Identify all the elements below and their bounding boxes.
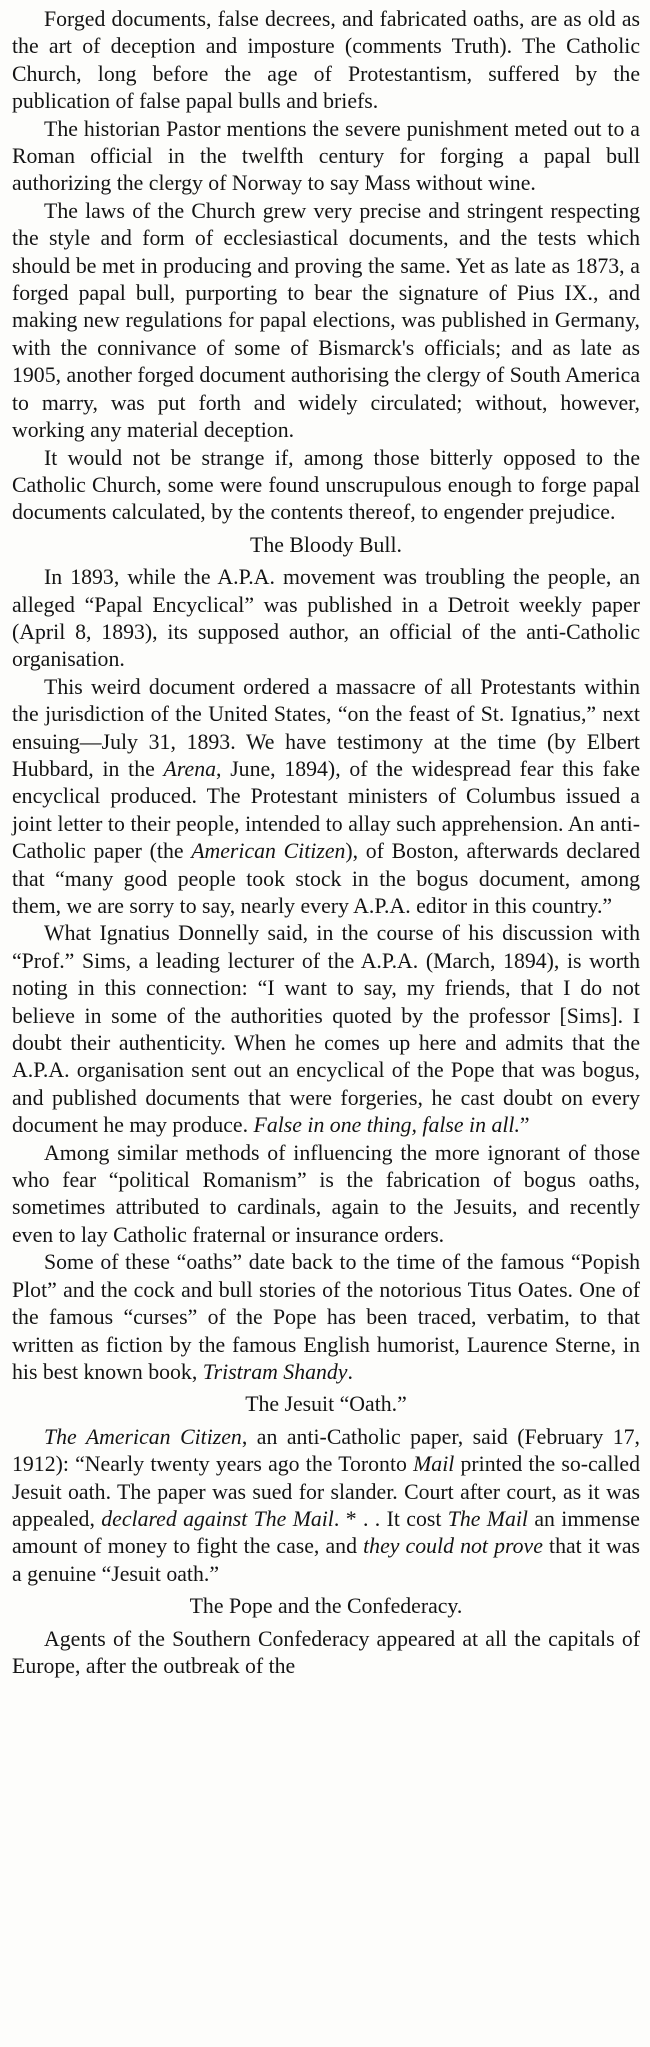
text-run: This weird document ordered a massacre of all Protestants within the jurisdiction of the United States, “on the feast of St. Ignatius,” next ensuing—July 31, 1893. We have testimony at the time (by Elbert Hubbard, in the	[12, 674, 640, 781]
text-run: ), of Boston, afterwards declared that “many good people took stock in the bogus document, among them, we are sorry to say, nearly every A.P.A. editor in this country.”	[12, 839, 640, 918]
paragraph-weird-document	[12, 674, 640, 921]
paragraph-popish-plot	[12, 1249, 640, 1386]
italic-declared-against: declared against The Mail	[101, 1506, 334, 1531]
paragraph-american-citizen	[12, 1424, 640, 1588]
text-run: , an anti-Catholic paper, said (February 17, 1912): “Nearly twenty years ago the Toronto	[12, 1424, 640, 1477]
text-run: that it was a genuine “Jesuit oath.”	[12, 1534, 641, 1586]
italic-american-citizen: American Citizen	[191, 839, 346, 864]
paragraph-church-laws: The laws of the Church grew very precise and stringent respecting the style and form of ecclesiastical documents, and the tests which should be met in producing and proving the same. Yet as late as 1873, a forged papal bull, purporting to bear the signature of Pius IX., and making new regulations for papal elections, was published in Germany, with the connivance of some of Bismarck's officials; and as late as 1905, another forged document authorising the clergy of South America to marry, was put forth and widely circulated; without, however, working any material deception.	[12, 198, 640, 443]
text-run: Some of these “oaths” date back to the time of the famous “Popish Plot” and the cock and bull stories of the notorious Titus Oates. One of the famous “curses” of the Pope has been traced, verbatim, to that written as fiction by the famous English humorist, Laurence Sterne, in his best known book,	[12, 1250, 640, 1384]
paragraph-confederacy-agents: Agents of the Southern Confederacy appeared at all the capitals of Europe, after the outbreak of the	[12, 1626, 640, 1678]
heading-pope-confederacy: The Pope and the Confederacy.	[189, 1594, 463, 1619]
text-run: printed the so-called Jesuit oath. The paper was sued for slander. Court after court, as it was appealed,	[12, 1452, 641, 1531]
text-run: ”	[519, 1113, 530, 1138]
paragraph-donnelly	[12, 920, 640, 1139]
text-run: an immense amount of money to fight the case, and	[12, 1506, 640, 1559]
italic-mail: Mail	[413, 1452, 455, 1477]
paragraph-forged-documents: Forged documents, false decrees, and fabricated oaths, are as old as the art of deception and imposture (comments Truth). The Catholic Church, long before the age of Protestantism, suffered by the publication of false papal bulls and briefs.	[12, 7, 640, 114]
italic-arena: Arena	[163, 756, 216, 781]
text-run: .	[347, 1359, 353, 1384]
italic-the-mail: The Mail	[447, 1506, 528, 1531]
italic-false-in-one-thing: False in one thing, false in all.	[253, 1113, 520, 1138]
italic-american-citizen: The American Citizen	[44, 1424, 242, 1449]
paragraph-bitterly-opposed: It would not be strange if, among those bitterly opposed to the Catholic Church, some were found unscrupulous enough to forge papal documents calculated, by the contents thereof, to engender prejudice.	[12, 445, 640, 525]
italic-tristram-shandy: Tristram Shandy	[202, 1359, 348, 1384]
text-run: What Ignatius Donnelly said, in the course of his discussion with “Prof.” Sims, a leading lecturer of the A.P.A. (March, 1894), is worth noting in this connection: “I want to say, my friends, that I do not believe in some of the authorities quoted by the professor [Sims]. I doubt their authenticity. When he comes up here and admits that the A.P.A. organisation sent out an encyclical of the Pope that was bogus, and published documents that were forgeries, he cast doubt on every document he may produce.	[12, 921, 640, 1138]
italic-could-not-prove: they could not prove	[363, 1534, 543, 1559]
paragraph-1893: In 1893, while the A.P.A. movement was troubling the people, an alleged “Papal Encyclical” was published in a Detroit weekly paper (April 8, 1893), its supposed author, an official of the anti-Catholic organisation.	[12, 565, 640, 672]
text-run: . * . . It cost	[333, 1506, 448, 1531]
heading-bloody-bull: The Bloody Bull.	[250, 532, 402, 557]
heading-jesuit-oath: The Jesuit “Oath.”	[245, 1392, 407, 1417]
text-run: , June, 1894), of the widespread fear this fake encyclical produced. The Protestant ministers of Columbus issued a joint letter to their people, intended to allay such apprehension. An anti-Catholic paper (the	[12, 756, 640, 864]
paragraph-pastor: The historian Pastor mentions the severe punishment meted out to a Roman official in the twelfth century for forging a papal bull authorizing the clergy of Norway to say Mass without wine.	[12, 116, 640, 196]
paragraph-bogus-oaths: Among similar methods of influencing the more ignorant of those who fear “political Romanism” is the fabrication of bogus oaths, sometimes attributed to cardinals, again to the Jesuits, and recently even to lay Catholic fraternal or insurance orders.	[12, 1140, 640, 1247]
